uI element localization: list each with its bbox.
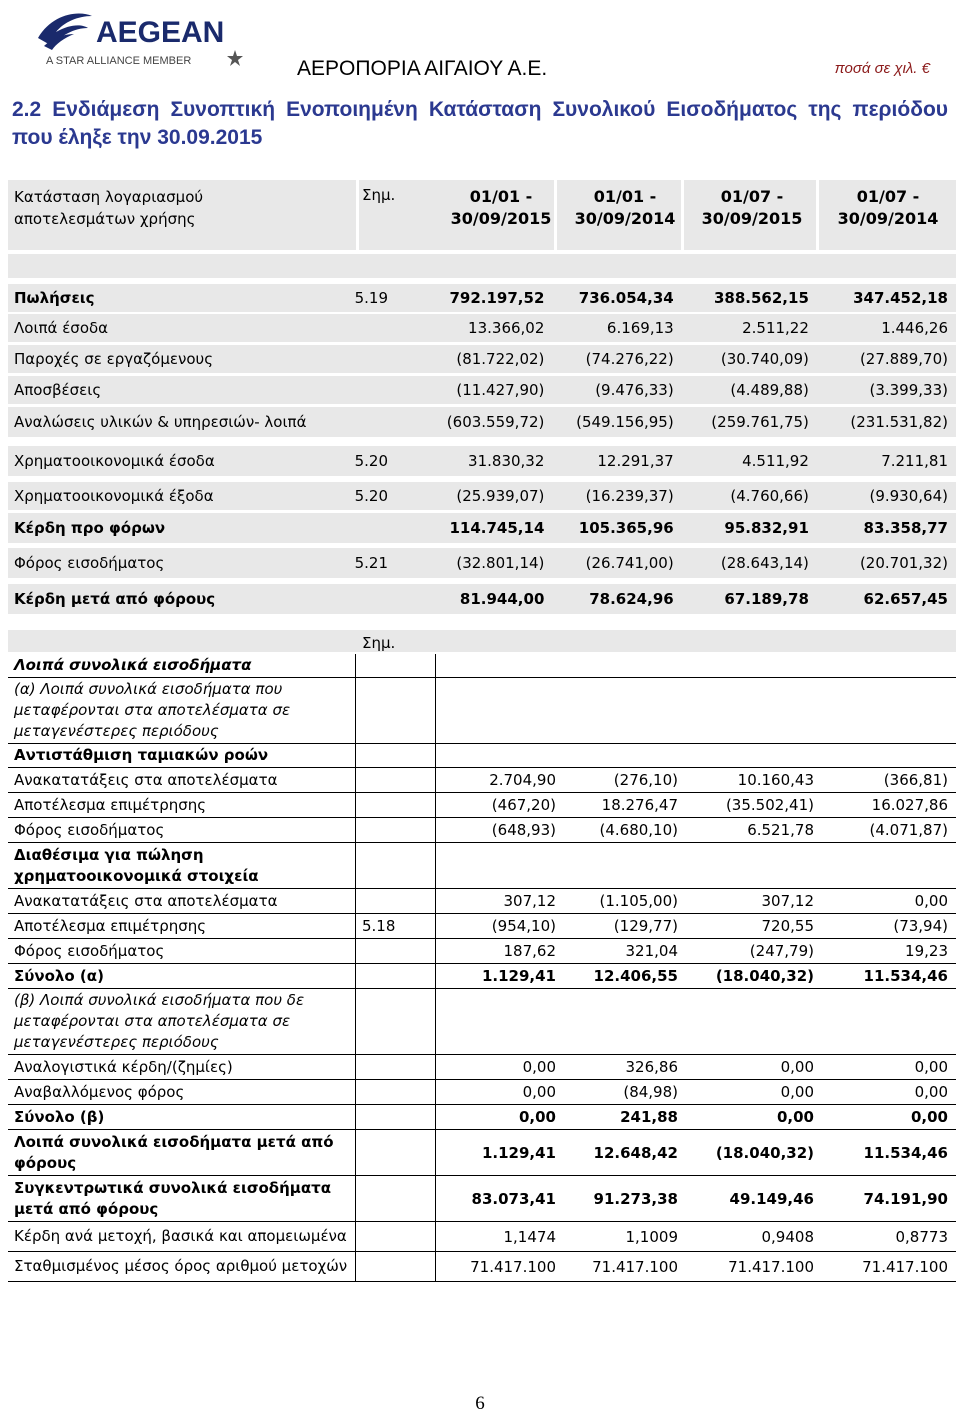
header-divider [816, 180, 819, 250]
table-row: Κέρδη μετά από φόρους 81.944,00 78.624,96 67.189,78 62.657,45 [8, 584, 956, 614]
row-note [356, 1176, 436, 1222]
row-note [356, 768, 436, 793]
row-label: Φόρος εισοδήματος [8, 939, 356, 964]
table-row: Αναλώσεις υλικών & υπηρεσιών- λοιπά (603.559,72) (549.156,95) (259.761,75) (231.531,82) [8, 407, 956, 437]
row-value [436, 989, 564, 1055]
header-col-2: 01/01 - 30/09/2014 [574, 187, 676, 228]
row-value [436, 843, 564, 889]
row-note [356, 1105, 436, 1130]
row-value [822, 989, 956, 1055]
row-value: 0,00 [822, 889, 956, 914]
header-col-1: 01/01 - 30/09/2015 [450, 187, 552, 228]
row-value [686, 654, 822, 678]
row-note [356, 818, 436, 843]
row-value: 0,00 [822, 1080, 956, 1105]
table-row [8, 889, 956, 914]
row-value: 10.160,43 [686, 768, 822, 793]
row-value: 0,00 [686, 1080, 822, 1105]
table-row [8, 818, 956, 843]
row-value: 11.534,46 [822, 964, 956, 989]
spacer-bar [8, 254, 956, 278]
header-divider [356, 180, 359, 250]
row-note [356, 1130, 436, 1176]
row-value: 19,23 [822, 939, 956, 964]
row-value: 0,00 [436, 1080, 564, 1105]
row-value: (247,79) [686, 939, 822, 964]
row-value: 2.704,90 [436, 768, 564, 793]
row-note [356, 964, 436, 989]
row-value [822, 843, 956, 889]
row-value: 74.191,90 [822, 1176, 956, 1222]
row-value: (4.071,87) [822, 818, 956, 843]
row-value [686, 989, 822, 1055]
row-value: 71.417.100 [436, 1252, 564, 1282]
row-value [436, 654, 564, 678]
row-value: 0,00 [436, 1105, 564, 1130]
row-value: 91.273,38 [564, 1176, 686, 1222]
row-value: 12.406,55 [564, 964, 686, 989]
row-value [686, 843, 822, 889]
row-label: Αντιστάθμιση ταμιακών ροών [8, 744, 356, 768]
row-label: Ανακατατάξεις στα αποτελέσματα [8, 768, 356, 793]
row-note: 5.18 [356, 914, 436, 939]
table-row [8, 1176, 956, 1222]
row-label: Αναλογιστικά κέρδη/(ζημίες) [8, 1055, 356, 1080]
row-value: 1.129,41 [436, 1130, 564, 1176]
row-value [822, 744, 956, 768]
row-value: (73,94) [822, 914, 956, 939]
currency-note: ποσά σε χιλ. € [834, 60, 930, 77]
table-row: Αποσβέσεις (11.427,90) (9.476,33) (4.489,88) (3.399,33) [8, 376, 956, 404]
row-value: (129,77) [564, 914, 686, 939]
table-row [8, 1055, 956, 1080]
section-title: 2.2 Ενδιάμεση Συνοπτική Ενοποιημένη Κατάσταση Συνολικού Εισοδήματος της περιόδου που έληξε την 30.09.2015 [12, 98, 948, 149]
oci-note-header: Σημ. [362, 634, 396, 652]
row-value: 321,04 [564, 939, 686, 964]
row-note [356, 1080, 436, 1105]
row-value: 71.417.100 [686, 1252, 822, 1282]
row-value: (35.502,41) [686, 793, 822, 818]
svg-text:AEGEAN: AEGEAN [96, 16, 225, 49]
row-value: (467,20) [436, 793, 564, 818]
row-value: (276,10) [564, 768, 686, 793]
row-value: 0,00 [822, 1055, 956, 1080]
table-row [8, 678, 956, 744]
table-row [8, 1222, 956, 1252]
row-note [356, 678, 436, 744]
row-value: 49.149,46 [686, 1176, 822, 1222]
row-label: Αναβαλλόμενος φόρος [8, 1080, 356, 1105]
table-row [8, 843, 956, 889]
table-row: Λοιπά έσοδα 13.366,02 6.169,13 2.511,22 1.446,26 [8, 314, 956, 342]
row-value: (954,10) [436, 914, 564, 939]
page-number: 6 [475, 1393, 485, 1414]
table-row [8, 768, 956, 793]
table-row [8, 964, 956, 989]
row-value [564, 989, 686, 1055]
row-value: 187,62 [436, 939, 564, 964]
row-value [822, 678, 956, 744]
table-row [8, 1080, 956, 1105]
row-value: 0,00 [686, 1105, 822, 1130]
row-label: Λοιπά συνολικά εισοδήματα [8, 654, 356, 678]
row-value: (84,98) [564, 1080, 686, 1105]
row-note [356, 793, 436, 818]
row-value: 18.276,47 [564, 793, 686, 818]
row-label: Σύνολο (α) [8, 964, 356, 989]
row-value [436, 744, 564, 768]
row-value: 1,1474 [436, 1222, 564, 1252]
row-note [356, 1055, 436, 1080]
row-value: 0,00 [822, 1105, 956, 1130]
row-value: 0,00 [436, 1055, 564, 1080]
row-value: 720,55 [686, 914, 822, 939]
row-note [356, 744, 436, 768]
row-note [356, 989, 436, 1055]
table-row: Κέρδη προ φόρων 114.745,14 105.365,96 95.832,91 83.358,77 [8, 513, 956, 543]
row-label: Σταθμισμένος μέσος όρος αριθμού μετοχών [8, 1252, 356, 1282]
row-value: 1,1009 [564, 1222, 686, 1252]
row-value: 241,88 [564, 1105, 686, 1130]
row-label: (β) Λοιπά συνολικά εισοδήματα που δε μεταφέρονται στα αποτελέσματα σε μεταγενέστερες περιόδους [8, 989, 356, 1055]
row-value: 307,12 [686, 889, 822, 914]
row-value [822, 654, 956, 678]
row-value [436, 678, 564, 744]
row-value: (366,81) [822, 768, 956, 793]
row-value: 71.417.100 [564, 1252, 686, 1282]
row-value: 1.129,41 [436, 964, 564, 989]
table-row [8, 989, 956, 1055]
company-name: ΑΕΡΟΠΟΡΙΑ ΑΙΓΑΙΟΥ Α.Ε. [297, 57, 548, 80]
row-label: Κέρδη ανά μετοχή, βασικά και απομειωμένα [8, 1222, 356, 1252]
row-label: Αποτέλεσμα επιμέτρησης [8, 793, 356, 818]
row-value: 326,86 [564, 1055, 686, 1080]
row-value: 0,00 [686, 1055, 822, 1080]
table-row [8, 1252, 956, 1282]
row-note [356, 1252, 436, 1282]
row-value: 307,12 [436, 889, 564, 914]
row-value [686, 744, 822, 768]
table-row: Φόρος εισοδήματος 5.21 (32.801,14) (26.741,00) (28.643,14) (20.701,32) [8, 548, 956, 578]
row-value: (4.680,10) [564, 818, 686, 843]
svg-text:A STAR ALLIANCE MEMBER: A STAR ALLIANCE MEMBER [46, 55, 192, 67]
aegean-logo [30, 8, 260, 72]
oci-header-bar [8, 630, 956, 652]
table-header [8, 180, 956, 250]
row-value: 16.027,86 [822, 793, 956, 818]
row-note [356, 939, 436, 964]
row-label: Λοιπά συνολικά εισοδήματα μετά από φόρους [8, 1130, 356, 1176]
row-label: Φόρος εισοδήματος [8, 818, 356, 843]
row-value: 0,8773 [822, 1222, 956, 1252]
table-row: Χρηματοοικονομικά έξοδα 5.20 (25.939,07) (16.239,37) (4.760,66) (9.930,64) [8, 482, 956, 510]
row-value [564, 744, 686, 768]
row-note [356, 1222, 436, 1252]
row-label: Διαθέσιμα για πώληση χρηματοοικονομικά στοιχεία [8, 843, 356, 889]
table-row [8, 793, 956, 818]
row-value: (18.040,32) [686, 1130, 822, 1176]
header-note: Σημ. [362, 186, 396, 204]
row-value: (1.105,00) [564, 889, 686, 914]
table-row [8, 914, 956, 939]
header-col-4: 01/07 - 30/09/2014 [837, 187, 939, 228]
row-note [356, 889, 436, 914]
row-note [356, 654, 436, 678]
table-row [8, 939, 956, 964]
row-value [564, 843, 686, 889]
row-value: (18.040,32) [686, 964, 822, 989]
row-value: 6.521,78 [686, 818, 822, 843]
row-value: 11.534,46 [822, 1130, 956, 1176]
row-label: Συγκεντρωτικά συνολικά εισοδήματα μετά από φόρους [8, 1176, 356, 1222]
row-label: Σύνολο (β) [8, 1105, 356, 1130]
row-value: (648,93) [436, 818, 564, 843]
table-row: Παροχές σε εργαζόμενους (81.722,02) (74.276,22) (30.740,09) (27.889,70) [8, 345, 956, 373]
table-row [8, 654, 956, 678]
row-value: 71.417.100 [822, 1252, 956, 1282]
table-row: Πωλήσεις 5.19 792.197,52 736.054,34 388.562,15 347.452,18 [8, 284, 956, 312]
header-label: Κατάσταση λογαριασμού αποτελεσμάτων χρήσης [14, 188, 204, 228]
table-row: Χρηματοοικονομικά έσοδα 5.20 31.830,32 12.291,37 4.511,92 7.211,81 [8, 446, 956, 476]
row-value: 0,9408 [686, 1222, 822, 1252]
table-row [8, 744, 956, 768]
header-col-3: 01/07 - 30/09/2015 [701, 187, 803, 228]
row-value [564, 654, 686, 678]
row-value: 83.073,41 [436, 1176, 564, 1222]
row-value [686, 678, 822, 744]
row-label: (α) Λοιπά συνολικά εισοδήματα που μεταφέρονται στα αποτελέσματα σε μεταγενέστερες περιόδους [8, 678, 356, 744]
row-value: 12.648,42 [564, 1130, 686, 1176]
header-divider [681, 180, 684, 250]
row-note [356, 843, 436, 889]
header-divider [554, 180, 557, 250]
table-row [8, 1105, 956, 1130]
row-label: Ανακατατάξεις στα αποτελέσματα [8, 889, 356, 914]
row-value [564, 678, 686, 744]
aegean-bird-icon [30, 8, 260, 72]
table-row [8, 1130, 956, 1176]
row-label: Αποτέλεσμα επιμέτρησης [8, 914, 356, 939]
